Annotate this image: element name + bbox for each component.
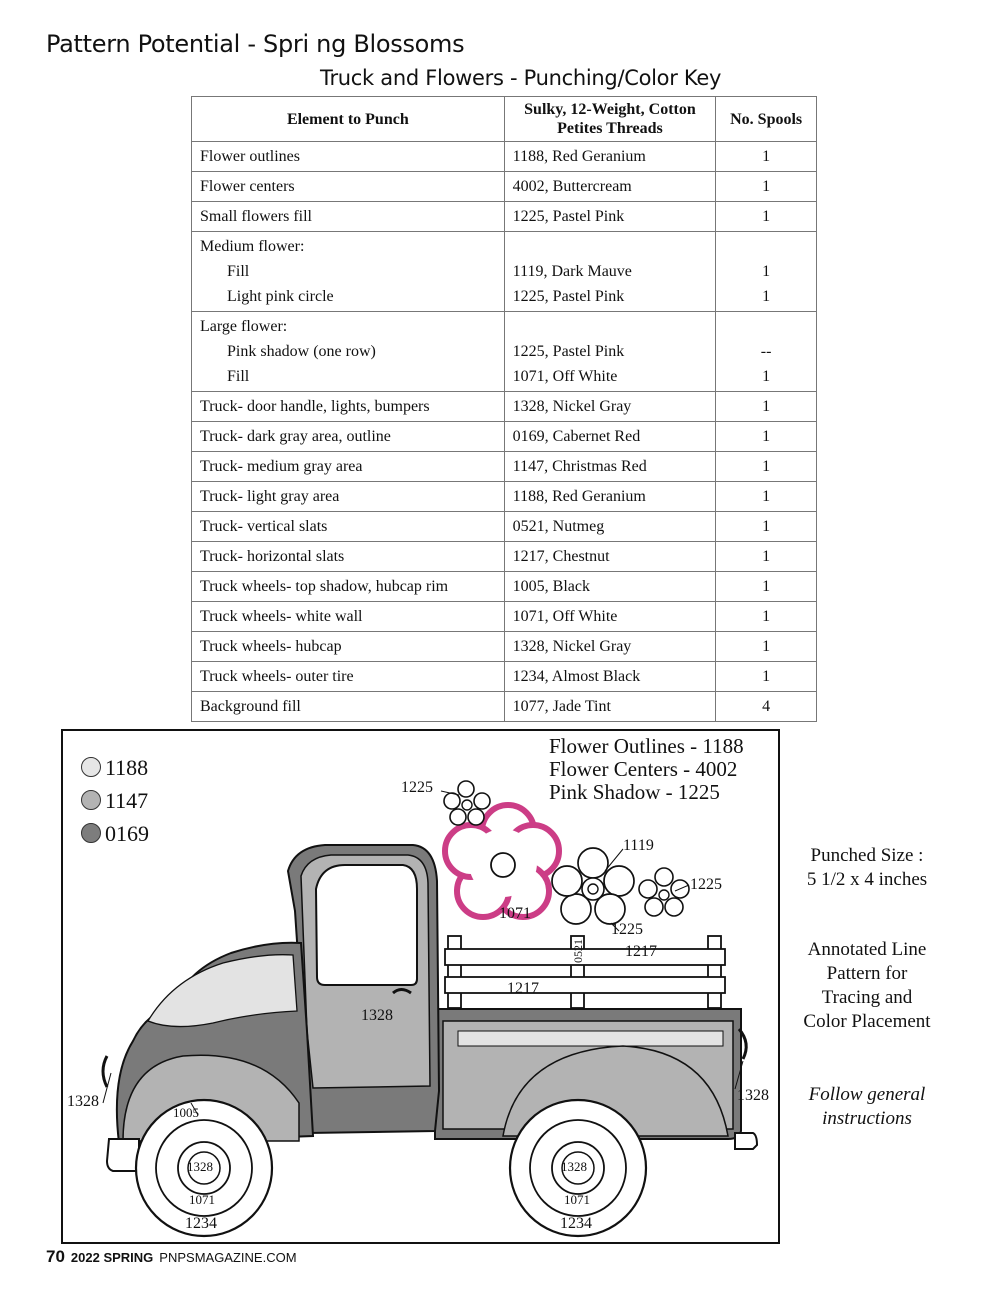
table-row [192,512,817,542]
table-row [192,572,817,602]
legend-item-3: 0169 [81,821,149,847]
sub-spools: -- [760,343,772,360]
label-small-flower-a: 1225 [401,779,433,796]
cell-thread: 0521, Nutmeg [504,512,716,542]
cell-thread: 1217, Chestnut [504,542,716,572]
label-rear-hubcap: 1328 [561,1159,587,1174]
vertical-slat-1 [448,936,461,1008]
page-number: 70 [46,1247,65,1266]
legend-swatch-icon [81,790,101,810]
header-spools: No. Spools [716,97,817,142]
page-footer [46,1247,297,1267]
cell-thread: 1188, Red Geranium [504,142,716,172]
label-medium-center: 1225 [611,921,643,938]
cell-thread: 1328, Nickel Gray [504,632,716,662]
label-wheel-shadow: 1005 [173,1105,199,1120]
group-label: Medium flower: [200,238,305,255]
cell-thread: 1234, Almost Black [504,662,716,692]
annotation-note: Annotated Line Pattern for Tracing and Color Placement [803,939,931,1032]
label-rear-bumper: 1328 [737,1087,769,1104]
sub-element: Fill [227,368,250,385]
table-row [192,692,817,722]
header-element: Element to Punch [192,97,505,142]
cell-spools: 1 [716,572,817,602]
cell-spools: 1 [716,542,817,572]
horizontal-slat-lower [445,977,725,993]
label-slat-lower: 1217 [507,980,539,997]
cab-window [316,865,417,985]
edition: 2022 SPRING [70,1250,154,1265]
front-light [103,1056,107,1087]
cell-spools: 1 [716,512,817,542]
cell-spools: 1 [716,602,817,632]
page-title: Pattern Potential - Spri ng Blossoms [46,30,465,58]
table-row [192,542,817,572]
group-label: Large flower: [200,318,288,335]
cell-element: Flower centers [192,172,505,202]
punched-size: Punched Size : 5 1/2 x 4 inches [806,845,928,890]
cell-thread: 1328, Nickel Gray [504,392,716,422]
cell-element: Truck wheels- hubcap [192,632,505,662]
cell-spools: 1 [716,452,817,482]
header-thread: Sulky, 12-Weight, Cotton Petites Threads [504,97,716,142]
cell-spools: 1 [716,422,817,452]
cell-spools [716,232,817,312]
table-row [192,312,817,392]
cell-thread: 1077, Jade Tint [504,692,716,722]
cell-element: Flower outlines [192,142,505,172]
cell-element: Truck wheels- outer tire [192,662,505,692]
flower-notes: Flower Outlines - 1188 Flower Centers - 4002 Pink Shadow - 1225 [549,734,744,804]
sub-thread: 1225, Pastel Pink [512,288,625,305]
sub-element: Fill [227,263,250,280]
front-bumper [107,1139,139,1171]
label-slat-upper: 1217 [625,943,657,960]
cell-spools: 1 [716,202,817,232]
cell-spools: 4 [716,692,817,722]
table-row [192,662,817,692]
cell-element: Truck wheels- white wall [192,602,505,632]
label-large-flower: 1071 [499,905,531,922]
sub-thread: 1071, Off White [512,368,618,385]
bed-highlight [458,1031,723,1046]
legend-item-2: 1147 [81,788,148,814]
cell-thread: 4002, Buttercream [504,172,716,202]
cell-element: Truck- light gray area [192,482,505,512]
cell-spools [716,312,817,392]
follow-instructions: Follow general instructions [808,1084,926,1129]
cell-thread: 1071, Off White [504,602,716,632]
cell-spools: 1 [716,482,817,512]
cell-element: Truck- door handle, lights, bumpers [192,392,505,422]
medium-flower [552,848,634,924]
cell-thread: 1005, Black [504,572,716,602]
cell-element: Truck wheels- top shadow, hubcap rim [192,572,505,602]
sub-element: Pink shadow (one row) [227,343,376,360]
legend-item-1: 1188 [81,755,148,781]
cell-element: Background fill [192,692,505,722]
label-small-flower-b: 1225 [690,876,722,893]
label-vertical-slat: 0521 [571,939,585,963]
table-row [192,452,817,482]
cell-element [192,312,505,392]
cell-element: Truck- horizontal slats [192,542,505,572]
cell-thread: 1188, Red Geranium [504,482,716,512]
cell-thread [504,312,716,392]
pattern-illustration [61,729,780,1244]
vertical-slat-3 [708,936,721,1008]
color-key-table [191,96,817,722]
sub-thread: 1225, Pastel Pink [512,343,625,360]
label-rear-whitewall: 1071 [564,1192,590,1207]
sub-spools: 1 [762,263,771,280]
table-row [192,392,817,422]
cell-spools: 1 [716,662,817,692]
legend-swatch-icon [81,757,101,777]
label-front-whitewall: 1071 [189,1192,215,1207]
table-row [192,172,817,202]
small-flower-right [639,868,689,916]
label-front-hubcap: 1328 [187,1159,213,1174]
table-row [192,632,817,662]
table-row [192,232,817,312]
sub-spools: 1 [762,368,771,385]
cell-element: Truck- dark gray area, outline [192,422,505,452]
page-subtitle: Truck and Flowers - Punching/Color Key [320,66,722,90]
table-body [192,142,817,722]
label-rear-tire: 1234 [560,1215,592,1232]
cell-thread: 1147, Christmas Red [504,452,716,482]
cell-element: Truck- vertical slats [192,512,505,542]
truck-drawing [63,731,778,1242]
cell-element: Truck- medium gray area [192,452,505,482]
rear-bumper [735,1133,757,1149]
cell-element [192,232,505,312]
cell-spools: 1 [716,632,817,662]
website: PNPSMAGAZINE.COM [159,1250,297,1265]
sub-element: Light pink circle [227,288,334,305]
cell-spools: 1 [716,172,817,202]
sub-thread: 1119, Dark Mauve [512,263,632,280]
table-header-row [192,97,817,142]
sub-spools: 1 [762,288,771,305]
label-front-bumper: 1328 [67,1093,99,1110]
table-row [192,482,817,512]
cell-element: Small flowers fill [192,202,505,232]
cell-spools: 1 [716,142,817,172]
cell-thread: 0169, Cabernet Red [504,422,716,452]
label-front-tire: 1234 [185,1215,217,1232]
table-row [192,422,817,452]
table-row [192,602,817,632]
table-row [192,202,817,232]
label-medium-flower: 1119 [623,837,654,854]
label-door-handle: 1328 [361,1007,393,1024]
small-flower-top [444,781,490,825]
cell-thread: 1225, Pastel Pink [504,202,716,232]
legend-swatch-icon [81,823,101,843]
cell-thread [504,232,716,312]
cell-spools: 1 [716,392,817,422]
table-row [192,142,817,172]
